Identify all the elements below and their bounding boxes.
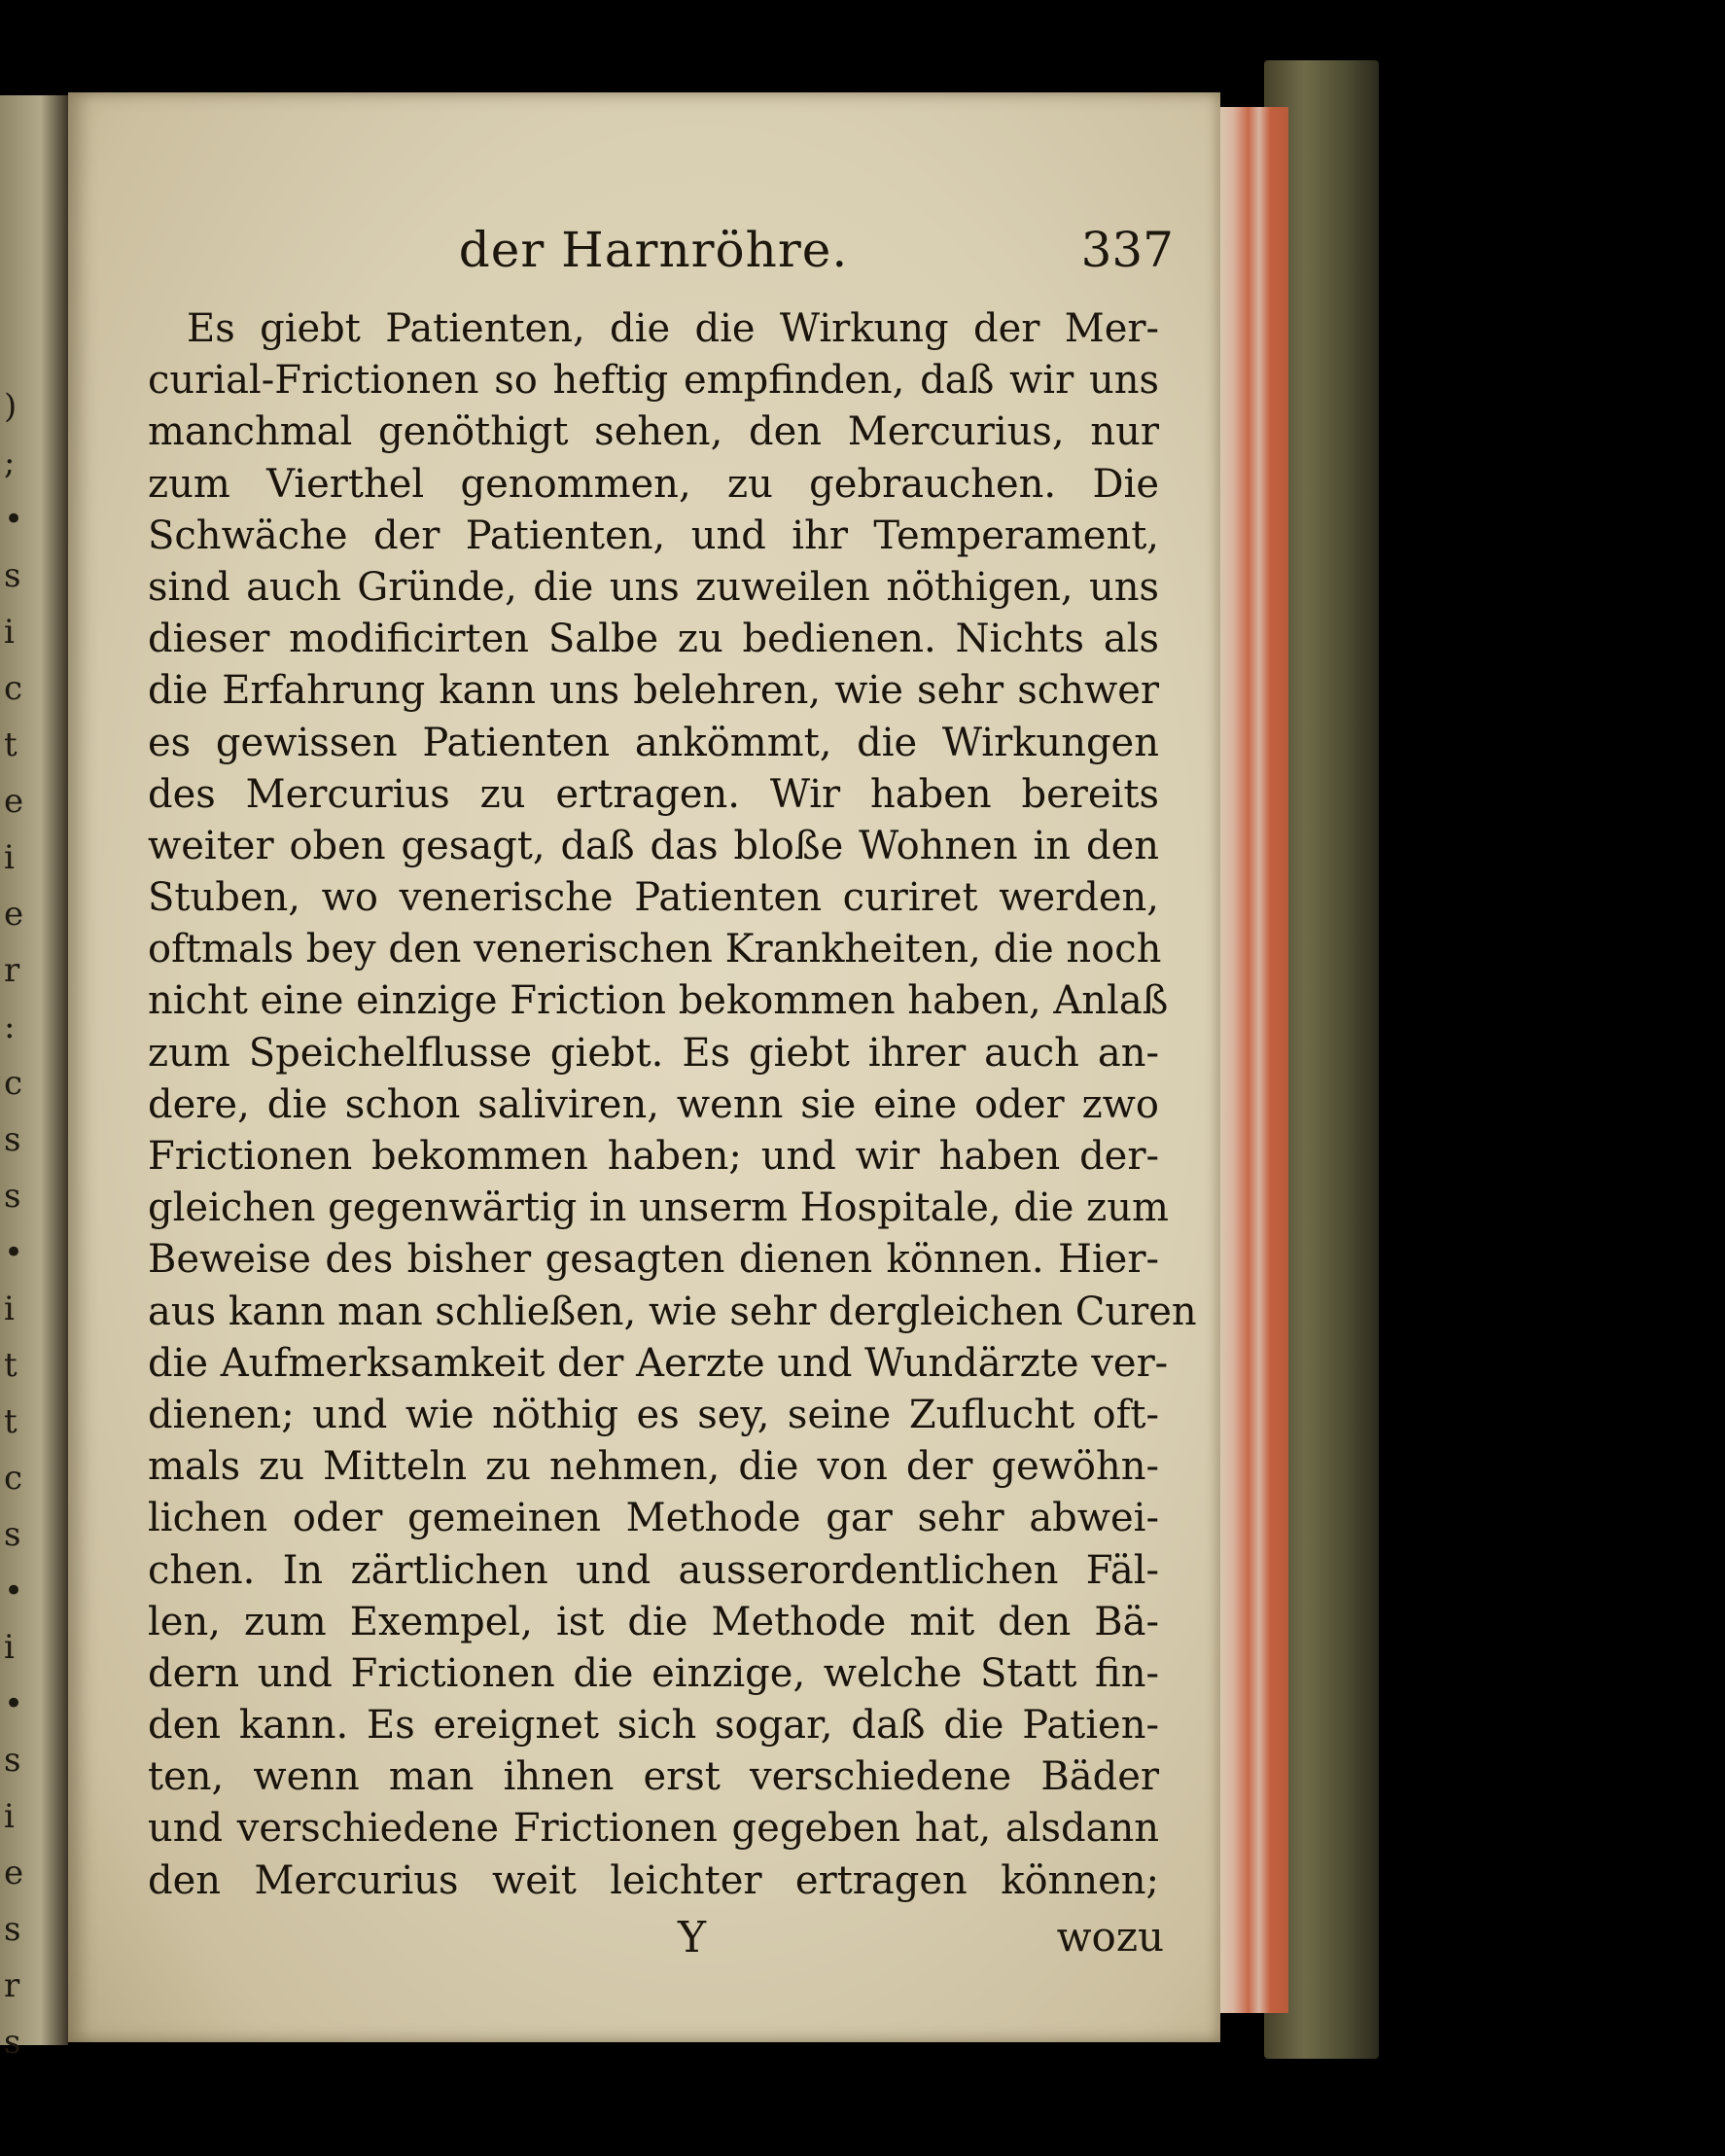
left-page-mark: c [4, 1064, 23, 1103]
text-line: chen. In zärtlichen und ausserordentlichen Fäl- [148, 1547, 1159, 1593]
body-text [148, 303, 1197, 1907]
page-number: 337 [1080, 222, 1174, 278]
text-line: dere, die schon saliviren, wenn sie eine oder zwo [148, 1081, 1159, 1127]
catchword: wozu [1056, 1912, 1164, 1961]
left-page-mark: ; [4, 443, 16, 482]
text-line: zum Speichelflusse giebt. Es giebt ihrer auch an- [148, 1030, 1159, 1076]
text-line: ten, wenn man ihnen erst verschiedene Bäder [148, 1754, 1159, 1800]
left-page-mark: r [4, 951, 20, 990]
text-line: manchmal genöthigt sehen, den Mercurius, nur [148, 409, 1159, 455]
text-line: nicht eine einzige Friction bekommen haben, Anlaß [148, 978, 1169, 1024]
text-line: mals zu Mitteln zu nehmen, die von der gewöhn- [148, 1444, 1159, 1490]
text-line: weiter oben gesagt, daß das bloße Wohnen in den [148, 823, 1159, 868]
left-page-edge [0, 95, 68, 2062]
text-line: Es giebt Patienten, die die Wirkung der Mer- [187, 306, 1159, 351]
left-page-mark: i [4, 1290, 15, 1328]
left-page-mark: s [4, 1177, 21, 1216]
page-footer [148, 1912, 1164, 1971]
text-line: den Mercurius weit leichter ertragen können; [148, 1857, 1159, 1903]
text-line: Frictionen bekommen haben; und wir haben der- [148, 1134, 1159, 1179]
text-line: zum Vierthel genommen, zu gebrauchen. Die [148, 461, 1159, 507]
left-page-mark: i [4, 1797, 15, 1836]
text-line: gleichen gegenwärtig in unserm Hospitale, die zum [148, 1185, 1169, 1231]
text-line: len, zum Exempel, ist die Methode mit den Bä- [148, 1599, 1159, 1644]
page-header [148, 222, 1174, 300]
left-page-mark: ) [4, 387, 18, 426]
left-page-mark: e [4, 895, 24, 934]
page-edges [1215, 107, 1288, 2013]
left-page-mark: • [4, 500, 24, 539]
text-line: die Erfahrung kann uns belehren, wie sehr schwer [148, 668, 1159, 714]
left-page-mark: c [4, 669, 23, 708]
running-head: der Harnröhre. [458, 222, 849, 278]
left-page-mark: • [4, 1572, 24, 1610]
text-line: aus kann man schließen, wie sehr dergleichen Curen [148, 1289, 1197, 1334]
left-page-mark: e [4, 782, 24, 821]
text-line: Beweise des bisher gesagten dienen können. Hier- [148, 1237, 1159, 1283]
left-page-mark: s [4, 556, 21, 595]
left-page-mark: s [4, 2023, 21, 2062]
left-page-mark: • [4, 1233, 24, 1272]
signature-mark: Y [678, 1912, 707, 1962]
left-page-mark: i [4, 613, 15, 652]
page-content [148, 222, 1197, 1971]
text-line: curial-Frictionen so heftig empfinden, daß wir uns [148, 358, 1159, 404]
text-line: und verschiedene Frictionen gegeben hat, alsdann [148, 1806, 1159, 1852]
left-page-mark: : [4, 1007, 16, 1046]
left-page-mark: s [4, 1120, 21, 1159]
left-page-mark: r [4, 1966, 20, 2005]
text-line: dern und Frictionen die einzige, welche Statt fin- [148, 1650, 1159, 1696]
left-page-mark: s [4, 1741, 21, 1780]
left-page-mark: i [4, 1628, 15, 1667]
text-line: Stuben, wo venerische Patienten curiret werden, [148, 875, 1159, 921]
text-line: oftmals bey den venerischen Krankheiten, die noch [148, 927, 1162, 972]
text-line: Schwäche der Patienten, und ihr Temperament, [148, 512, 1159, 558]
text-line: sind auch Gründe, die uns zuweilen nöthigen, uns [148, 564, 1159, 610]
left-page-mark: s [4, 1910, 21, 1949]
text-line: dieser modificirten Salbe zu bedienen. Nichts als [148, 617, 1159, 662]
left-page-mark: t [4, 1346, 18, 1385]
left-page-mark: t [4, 1402, 18, 1441]
left-page-mark: s [4, 1515, 21, 1554]
left-page-mark: i [4, 838, 15, 877]
left-page-mark: t [4, 725, 18, 764]
left-page-mark: c [4, 1459, 23, 1498]
text-line: den kann. Es ereignet sich sogar, daß die Patien- [148, 1703, 1159, 1749]
left-page-mark: e [4, 1854, 24, 1892]
text-line: des Mercurius zu ertragen. Wir haben bereits [148, 771, 1159, 817]
text-line: die Aufmerksamkeit der Aerzte und Wundärzte ver- [148, 1340, 1169, 1386]
text-line: lichen oder gemeinen Methode gar sehr abwei- [148, 1496, 1159, 1541]
book-page [68, 92, 1220, 2042]
text-line: es gewissen Patienten ankömmt, die Wirkungen [148, 720, 1159, 765]
left-page-edge-marks [4, 387, 33, 2062]
text-line: dienen; und wie nöthig es sey, seine Zuflucht oft- [148, 1392, 1159, 1437]
left-page-mark: • [4, 1684, 24, 1723]
